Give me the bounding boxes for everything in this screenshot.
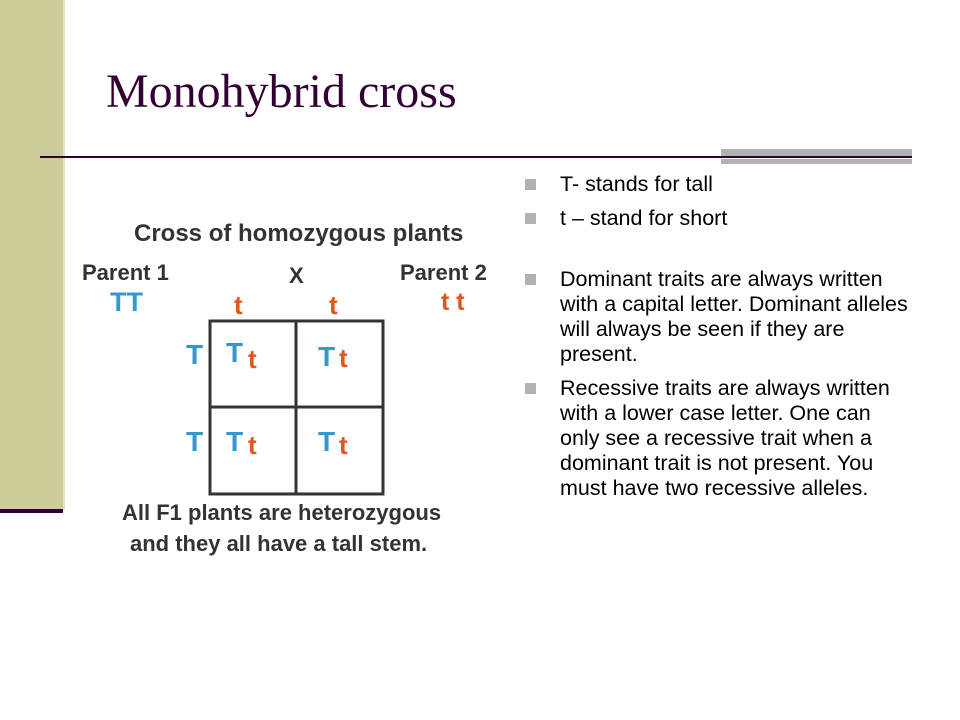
title-rule-accent-lower — [721, 159, 912, 164]
sidebar-edge-line — [63, 0, 65, 510]
bullet-text: Recessive traits are always written with a lower case letter. One can only see a recessive trait when a dominant trait is not present. You must have two recessive alleles. — [560, 376, 890, 500]
parent2-genotype: t t — [441, 288, 465, 316]
bullet-marker-icon — [525, 179, 536, 190]
parent1-label: Parent 1 — [82, 260, 169, 285]
cell-recessive-allele: t — [339, 343, 348, 373]
bullet-text: Dominant traits are always written with a capital letter. Dominant alleles will always be seen if they are present. — [560, 267, 908, 366]
bullet-item — [524, 267, 914, 367]
bullet-item — [524, 376, 914, 501]
parent2-label: Parent 2 — [400, 260, 487, 285]
cell-dominant-allele: T — [318, 341, 336, 372]
figure-heading: Cross of homozygous plants — [134, 220, 464, 247]
slide-title: Monohybrid cross — [106, 65, 457, 118]
cell-recessive-allele: t — [248, 430, 257, 460]
bullet-marker-icon — [525, 383, 536, 394]
cell-recessive-allele: t — [248, 344, 257, 374]
punnett-cell — [226, 337, 257, 374]
bullet-text: T- stands for tall — [560, 172, 713, 196]
cell-dominant-allele: T — [226, 426, 244, 457]
bullet-list — [524, 172, 914, 510]
bullet-item — [524, 206, 914, 231]
figure-caption-line-2: and they all have a tall stem. — [130, 531, 428, 556]
bullet-marker-icon — [525, 213, 536, 224]
cell-dominant-allele: T — [318, 426, 336, 457]
bullet-item — [524, 172, 914, 197]
punnett-cell — [226, 426, 257, 460]
parent1-genotype: TT — [110, 287, 143, 317]
cell-recessive-allele: t — [339, 430, 348, 460]
cell-dominant-allele: T — [226, 337, 244, 368]
punnett-cell — [318, 341, 348, 373]
bullet-marker-icon — [525, 274, 536, 285]
punnett-square-figure — [78, 210, 508, 570]
sidebar-decoration — [0, 0, 63, 510]
bullet-text: t – stand for short — [560, 206, 728, 230]
column-allele: t — [329, 290, 338, 320]
column-allele: t — [234, 290, 243, 320]
sidebar-stub-line — [0, 509, 63, 513]
row-allele: T — [186, 426, 204, 457]
punnett-cell — [318, 426, 348, 460]
figure-caption-line-1: All F1 plants are heterozygous — [122, 500, 442, 525]
row-allele: T — [186, 339, 204, 370]
title-rule — [40, 156, 912, 158]
cross-symbol: X — [289, 263, 304, 288]
